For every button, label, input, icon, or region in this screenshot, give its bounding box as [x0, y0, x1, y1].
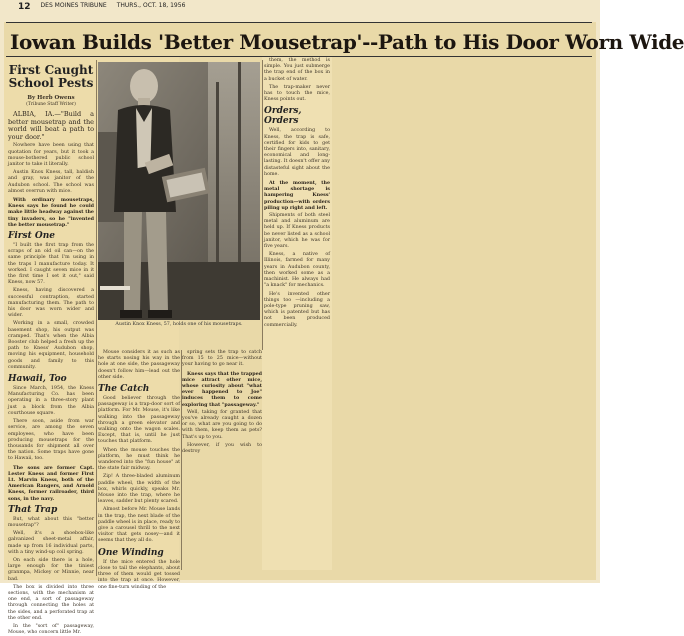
paragraph: Nowhere have been using that quotation for years, but it took a mouse-bothered public school janitor to take it literally. — [8, 143, 94, 167]
paragraph: spring sets the trap to catch from 15 to 25 mice—without your having to go near it. — [182, 350, 262, 368]
byline: By Herb Owens — [27, 95, 75, 101]
paragraph: Well, it's a shoebox-like galvanized sheet-metal affair, made up from 16 individual parts, with a tiny wind-up coil spring. — [8, 531, 94, 555]
paragraph: The trap-maker never has to touch the mice, Kness points out. — [264, 84, 330, 103]
photo-illustration — [98, 62, 260, 320]
paragraph: At the moment, the metal shortage is hampering Kness' production—with orders piling up right and left. — [264, 180, 330, 211]
paragraph: With ordinary mousetraps, Kness says he found he could make little headway against the tiny invaders, so he "invented the better mousetrap." — [8, 197, 94, 228]
paragraph: Almost before Mr. Mouse lands in the trap, the next blade of the paddle wheel is in place, ready to give a carousel thrill to the next visitor that gets nosey—and it seems that they all do. — [98, 507, 180, 544]
subhead-that-trap: That Trap — [8, 504, 58, 515]
paragraph: He's invented other things too —including a pole-type pruning saw, which is patented but has not been produced commercially. — [264, 291, 330, 328]
paragraph: "I built the first trap from the scraps of an old oil can—on the same principle that I'm using in the traps I manufacture today. It worked. I caught seven mice in it the first time I set it out," said Kness, now 57. — [8, 243, 94, 286]
subhead-hawaii-too: Hawaii, Too — [8, 374, 67, 385]
paragraph: Shipments of both steel metal and aluminum are held up. If Kness products be never listed as a school janitor, which he was for five years. — [264, 213, 330, 250]
headline-rule — [6, 56, 592, 57]
paragraph: If the mice entered the hole close to tail the elephants, about three of them would get tossed into the trap at once. However, one fine-turn winding of the — [98, 559, 180, 590]
lead-paragraph: ALBIA, IA.—"Build a better mousetrap and the world will beat a path to your door." — [8, 110, 94, 141]
photo-caption: Austin Knox Kness, 57, holds one of his mousetraps. — [115, 322, 243, 327]
top-rule — [6, 22, 592, 23]
newspaper-name: DES MOINES TRIBUNE — [40, 2, 107, 9]
paragraph: Kness, a native of Illinois, farmed for many years in Audubon county, then worked some as a machinist. He always had "a knack" for mechanics. — [264, 252, 330, 289]
paragraph: There soon, aside from war service, are among the seven employees, who have been producing mousetraps for the thousands for shipment all over the nation. Some traps have gone to Hawaii, too. — [8, 419, 94, 462]
paragraph: When the mouse touches the platform, he must think he wandered into the "fun house" at the state fair midway. — [98, 447, 180, 472]
column-3 — [182, 350, 262, 570]
folio-line — [18, 2, 578, 12]
column-4 — [264, 58, 330, 348]
paragraph: Good believer through the passageway is a trap-door sort of platform. For Mr. Mouse, it's like walking into the passageway through a green elevator and walking onto the wagon scales. Except, that is, until he just touches that platform. — [98, 396, 180, 445]
paragraph: Well, according to Kness, the trap is safe, certified for kids to get their fingers into, sanitary, economical and long-lasting. It doesn't offer any distasteful sight about the home. — [264, 128, 330, 177]
paragraph: Well, taking for granted that you've already caught a dozen or so, what are you going to do with them, keep them as pets? That's up to you. — [182, 409, 262, 440]
paragraph: However, if you wish to destroy — [182, 442, 262, 455]
paragraph: The box is divided into three sections, with the mechanism at one end, a sort of passageway through connecting the holes at the sides, and a perforated trap at the other end. — [8, 584, 94, 621]
paragraph: The sons are former Capt. Lester Kness and former First Lt. Marvin Kness, both of the American Rangers, and Arnold Kness, former railroader, third sons, in the navy. — [8, 464, 94, 502]
paragraph: Since March, 1954, the Kness Manufacturing Co. has been operating in a three-story plant just a block from the Albia courthouse square. — [8, 386, 94, 416]
paragraph: On each side there is a hole, large enough for the tiniest granmpa, Mickey or Minnie, near bad. — [8, 557, 94, 582]
headline: Iowan Builds 'Better Mousetrap'--Path to His Door Worn Wide — [10, 30, 684, 54]
column-2 — [98, 350, 180, 590]
subhead-first-one: First One — [8, 231, 56, 242]
paragraph: Kness, having discovered a successful contraption, started manufacturing them. The path to his door was worn wider and wider. — [8, 288, 94, 319]
paragraph: Mouse considers it as such as he starts nosing his way in the hole at one side, the passageway doesn't follow him—lead out the other side. — [98, 350, 180, 380]
paragraph: Austin Knox Kness, tall, baldish and gray, was janitor of the Audubon school. The school was almost overrun with mice. — [8, 170, 94, 194]
paragraph: Zip! A three-bladed aluminum paddle wheel, the width of the box, whirls quickly, speaks Mr. Mouse into the trap, where he leaves, sadder but plenty scared. — [98, 474, 180, 505]
subhead-orders-orders: Orders, Orders — [264, 106, 302, 127]
page-number: 12 — [18, 2, 31, 12]
column-divider — [262, 60, 263, 350]
subhead-the-catch: The Catch — [98, 384, 150, 395]
photo-austin-kness — [98, 62, 260, 320]
paragraph: Kness says that the trapped mice attract other mice, whose curiosity about "what ever happened to Joe" induces them to come exploring that "passageway." — [182, 370, 262, 408]
paragraph: Working in a small, crowded basement shop, his output was cramped. That's when the Albia Booster club helped a fresh up the path to Kness' Audubon shop, moving his equipment, household goods and family to this community. — [8, 321, 94, 370]
paragraph: But, what about this "better mousetrap"? — [8, 516, 94, 528]
subhead-one-winding: One Winding — [98, 547, 164, 558]
deck-headline: First Caught School Pests — [8, 63, 94, 90]
byline-credit: (Tribune Staff Writer) — [26, 102, 76, 107]
paragraph: them, the method is simple. You just submerge the trap end of the box in a bucket of water. — [264, 58, 330, 82]
paragraph: In the "sort of" passageway, Mouse, who concern little Mr. — [8, 623, 94, 636]
column-divider — [96, 60, 97, 576]
issue-date: THURS., OCT. 18, 1956 — [116, 2, 186, 9]
column-divider — [181, 350, 182, 570]
column-1 — [8, 58, 94, 636]
